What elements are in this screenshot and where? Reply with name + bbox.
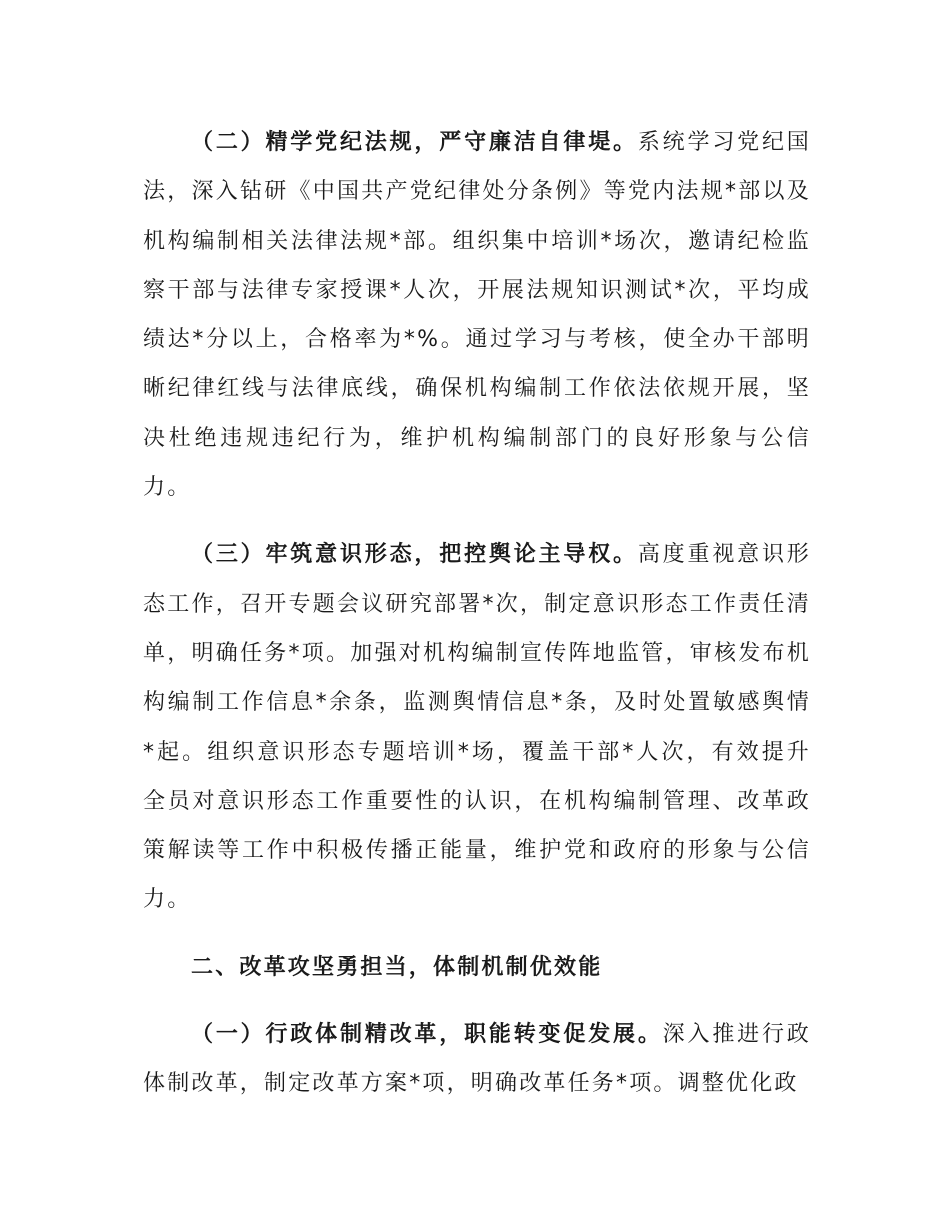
paragraph-discipline-law [143, 118, 811, 512]
paragraph-body: 系统学习党纪国法，深入钻研《中国共产党纪律处分条例》等党内法规*部以及机构编制相关法律法规*部。组织集中培训*场次，邀请纪检监察干部与法律专家授课*人次，开展法规知识测试*次，平均成绩达*分以上，合格率为*%。通过学习与考核，使全办干部明晰纪律红线与法律底线，确保机构编制工作依法依规开展，坚决杜绝违规违纪行为，维护机构编制部门的良好形象与公信力。 [143, 130, 811, 501]
document-page [143, 118, 811, 1109]
paragraph-lead: （一）行政体制精改革，职能转变促发展。 [191, 1022, 663, 1048]
paragraph-body: 深入推进行政体制改革，制定改革方案*项，明确改革任务*项。调整优化政 [143, 1022, 811, 1097]
paragraph-ideology [143, 530, 811, 924]
paragraph-body: 高度重视意识形态工作，召开专题会议研究部署*次，制定意识形态工作责任清单，明确任务*项。加强对机构编制宣传阵地监管，审核发布机构编制工作信息*余条，监测舆情信息*条，及时处置敏感舆情*起。组织意识形态专题培训*场，覆盖干部*人次，有效提升全员对意识形态工作重要性的认识，在机构编制管理、改革政策解读等工作中积极传播正能量，维护党和政府的形象与公信力。 [143, 542, 811, 913]
paragraph-lead: （二）精学党纪法规，严守廉洁自律堤。 [191, 130, 638, 155]
paragraph-lead: （三）牢筑意识形态，把控舆论主导权。 [191, 542, 638, 568]
paragraph-admin-reform [143, 1010, 811, 1109]
section-heading: 二、改革攻坚勇担当，体制机制优效能 [191, 954, 603, 980]
